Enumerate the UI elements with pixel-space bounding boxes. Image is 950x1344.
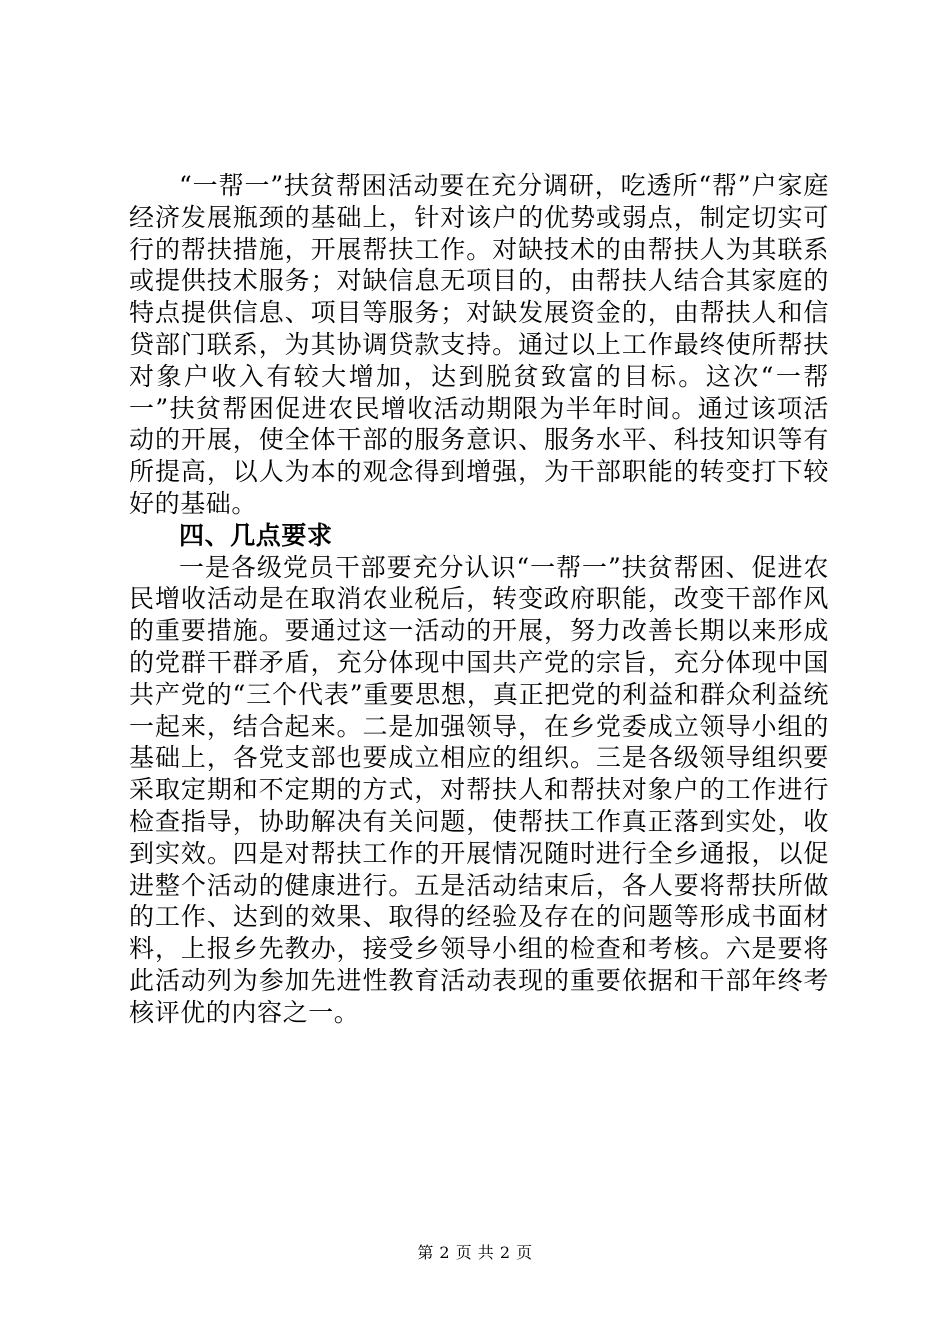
section-heading: 四、几点要求	[179, 520, 333, 550]
body-paragraph-1: “一帮一”扶贫帮困活动要在充分调研，吃透所“帮”户家庭经济发展瓶颈的基础上，针对该户的优势或弱点，制定切实可行的帮扶措施，开展帮扶工作。对缺技术的由帮扶人为其联系或提供技术服务；对缺信息无项目的，由帮扶人结合其家庭的特点提供信息、项目等服务；对缺发展资金的，由帮扶人和信贷部门联系，为其协调贷款支持。通过以上工作最终使所帮扶对象户收入有较大增加，达到脱贫致富的目标。这次“一帮一”扶贫帮困促进农民增收活动期限为半年时间。通过该项活动的开展，使全体干部的服务意识、服务水平、科技知识等有所提高，以人为本的观念得到增强，为干部职能的转变打下较好的基础。	[129, 171, 829, 518]
body-paragraph-2: 一是各级党员干部要充分认识“一帮一”扶贫帮困、促进农民增收活动是在取消农业税后，转变政府职能，改变干部作风的重要措施。要通过这一活动的开展，努力改善长期以来形成的党群干群矛盾，充分体现中国共产党的宗旨，充分体现中国共产党的“三个代表”重要思想，真正把党的利益和群众利益统一起来，结合起来。二是加强领导，在乡党委成立领导小组的基础上，各党支部也要成立相应的组织。三是各级领导组织要采取定期和不定期的方式，对帮扶人和帮扶对象户的工作进行检查指导，协助解决有关问题，使帮扶工作真正落到实处，收到实效。四是对帮扶工作的开展情况随时进行全乡通报，以促进整个活动的健康进行。五是活动结束后，各人要将帮扶所做的工作、达到的效果、取得的经验及存在的问题等形成书面材料，上报乡先教办，接受乡领导小组的检查和考核。六是要将此活动列为参加先进性教育活动表现的重要依据和干部年终考核评优的内容之一。	[129, 552, 829, 1027]
page-footer: 第 2 页 共 2 页	[417, 1243, 533, 1262]
document-body	[129, 170, 829, 1029]
